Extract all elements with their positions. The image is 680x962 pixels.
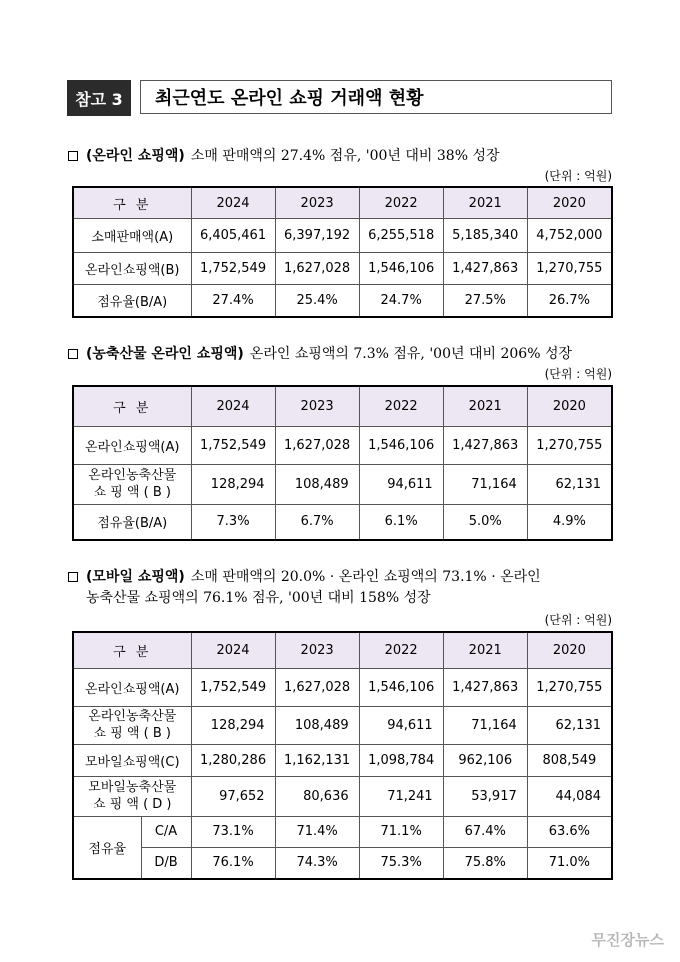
page-title: 최근연도 온라인 쇼핑 거래액 현황	[140, 80, 612, 114]
cell: 80,636	[275, 776, 359, 816]
cell: 1,270,755	[527, 253, 612, 285]
cell: 128,294	[191, 464, 275, 504]
cell: 1,546,106	[359, 668, 443, 706]
cell: 4.9%	[527, 504, 612, 540]
cell: 6,255,518	[359, 219, 443, 253]
section-2-unit: (단위 : 억원)	[544, 367, 612, 381]
header-cell: 2021	[443, 386, 527, 426]
row-label: 온라인쇼핑액(B)	[73, 253, 191, 285]
header-cell: 2023	[275, 187, 359, 219]
row-label	[73, 706, 191, 744]
section-2-table	[72, 385, 613, 541]
header-cell: 2024	[191, 386, 275, 426]
section-2-key: (농축산물 온라인 쇼핑액)	[86, 346, 244, 362]
section-3-table	[72, 631, 613, 880]
cell: 1,752,549	[191, 668, 275, 706]
checkbox-bullet-icon	[68, 572, 78, 582]
row-label: 점유율(B/A)	[73, 504, 191, 540]
cell: 71,164	[443, 464, 527, 504]
cell: 75.8%	[443, 847, 527, 879]
cell: 1,627,028	[275, 426, 359, 464]
share-label: 점유율	[73, 816, 141, 879]
cell: 73.1%	[191, 816, 275, 847]
table-row	[73, 219, 612, 253]
cell: 6.7%	[275, 504, 359, 540]
header-cell: 2024	[191, 187, 275, 219]
cell: 1,427,863	[443, 426, 527, 464]
header-cell: 2023	[275, 386, 359, 426]
cell: 6,397,192	[275, 219, 359, 253]
cell: 24.7%	[359, 285, 443, 317]
cell: 1,427,863	[443, 668, 527, 706]
header-cell: 2022	[359, 187, 443, 219]
table-row	[73, 285, 612, 317]
table-row	[73, 776, 612, 816]
header-cell: 2020	[527, 187, 612, 219]
cell: 108,489	[275, 464, 359, 504]
cell: 128,294	[191, 706, 275, 744]
row-label	[73, 464, 191, 504]
cell: 94,611	[359, 706, 443, 744]
cell: 962,106	[443, 744, 527, 776]
section-1-key: (온라인 쇼핑액)	[86, 148, 185, 164]
share-row-label: C/A	[141, 816, 191, 847]
watermark: 무진장뉴스	[591, 931, 664, 949]
cell: 26.7%	[527, 285, 612, 317]
table-header-row	[73, 386, 612, 426]
section-3-desc-line-2: 농축산물 쇼핑액의 76.1% 점유, '00년 대비 158% 성장	[86, 590, 431, 606]
cell: 25.4%	[275, 285, 359, 317]
section-1-table	[72, 186, 613, 318]
cell: 27.4%	[191, 285, 275, 317]
table-row	[73, 744, 612, 776]
cell: 1,752,549	[191, 426, 275, 464]
cell: 108,489	[275, 706, 359, 744]
cell: 7.3%	[191, 504, 275, 540]
cell: 71.1%	[359, 816, 443, 847]
section-3-unit: (단위 : 억원)	[544, 613, 612, 627]
cell: 5.0%	[443, 504, 527, 540]
cell: 74.3%	[275, 847, 359, 879]
cell: 63.6%	[527, 816, 612, 847]
cell: 6,405,461	[191, 219, 275, 253]
checkbox-bullet-icon	[68, 349, 78, 359]
section-3-key: (모바일 쇼핑액)	[86, 569, 185, 585]
cell: 71.4%	[275, 816, 359, 847]
cell: 1,627,028	[275, 253, 359, 285]
row-label: 온라인쇼핑액(A)	[73, 426, 191, 464]
cell: 67.4%	[443, 816, 527, 847]
row-label: 온라인쇼핑액(A)	[73, 668, 191, 706]
title-tag: 참고 3	[67, 80, 131, 116]
cell: 1,270,755	[527, 426, 612, 464]
header-cell: 구 분	[73, 632, 191, 668]
table-row	[73, 816, 612, 847]
header-cell: 2022	[359, 632, 443, 668]
row-label: 점유율(B/A)	[73, 285, 191, 317]
table-header-row	[73, 187, 612, 219]
table-row	[73, 668, 612, 706]
header-cell: 2023	[275, 632, 359, 668]
header-cell: 구 분	[73, 187, 191, 219]
cell: 808,549	[527, 744, 612, 776]
header-cell: 구 분	[73, 386, 191, 426]
row-label-line-1: 온라인농축산물	[88, 709, 177, 724]
cell: 1,627,028	[275, 668, 359, 706]
cell: 1,162,131	[275, 744, 359, 776]
cell: 1,752,549	[191, 253, 275, 285]
row-label	[73, 776, 191, 816]
checkbox-bullet-icon	[68, 151, 78, 161]
title-tag-wrap	[67, 80, 131, 116]
header-cell: 2020	[527, 632, 612, 668]
header-cell: 2021	[443, 632, 527, 668]
table-header-row	[73, 632, 612, 668]
cell: 71,164	[443, 706, 527, 744]
section-2-heading	[68, 344, 572, 364]
section-3-desc: 소매 판매액의 20.0% · 온라인 쇼핑액의 73.1% · 온라인	[190, 569, 541, 585]
cell: 97,652	[191, 776, 275, 816]
table-row	[73, 426, 612, 464]
section-3-heading	[68, 567, 541, 587]
row-label: 모바일쇼핑액(C)	[73, 744, 191, 776]
cell: 94,611	[359, 464, 443, 504]
cell: 27.5%	[443, 285, 527, 317]
row-label-line-1: 온라인농축산물	[88, 468, 177, 483]
table-row	[73, 504, 612, 540]
table-row	[73, 847, 612, 879]
cell: 76.1%	[191, 847, 275, 879]
section-2-desc: 온라인 쇼핑액의 7.3% 점유, '00년 대비 206% 성장	[249, 346, 572, 362]
table-row	[73, 464, 612, 504]
section-1-unit: (단위 : 억원)	[544, 169, 612, 183]
cell: 62,131	[527, 464, 612, 504]
table-row	[73, 253, 612, 285]
cell: 1,546,106	[359, 426, 443, 464]
cell: 71,241	[359, 776, 443, 816]
cell: 1,098,784	[359, 744, 443, 776]
section-1-heading	[68, 146, 500, 166]
cell: 71.0%	[527, 847, 612, 879]
header-cell: 2020	[527, 386, 612, 426]
row-label: 소매판매액(A)	[73, 219, 191, 253]
cell: 6.1%	[359, 504, 443, 540]
row-label-line-2: 쇼 핑 액 ( D )	[93, 797, 172, 812]
cell: 5,185,340	[443, 219, 527, 253]
table-row	[73, 706, 612, 744]
row-label-line-1: 모바일농축산물	[88, 780, 177, 795]
header-cell: 2024	[191, 632, 275, 668]
share-row-label: D/B	[141, 847, 191, 879]
header-cell: 2021	[443, 187, 527, 219]
header-cell: 2022	[359, 386, 443, 426]
cell: 75.3%	[359, 847, 443, 879]
cell: 53,917	[443, 776, 527, 816]
cell: 1,270,755	[527, 668, 612, 706]
row-label-line-2: 쇼 핑 액 ( B )	[93, 485, 171, 500]
cell: 44,084	[527, 776, 612, 816]
section-1-desc: 소매 판매액의 27.4% 점유, '00년 대비 38% 성장	[190, 148, 500, 164]
cell: 62,131	[527, 706, 612, 744]
cell: 4,752,000	[527, 219, 612, 253]
cell: 1,546,106	[359, 253, 443, 285]
cell: 1,427,863	[443, 253, 527, 285]
row-label-line-2: 쇼 핑 액 ( B )	[93, 726, 171, 741]
cell: 1,280,286	[191, 744, 275, 776]
